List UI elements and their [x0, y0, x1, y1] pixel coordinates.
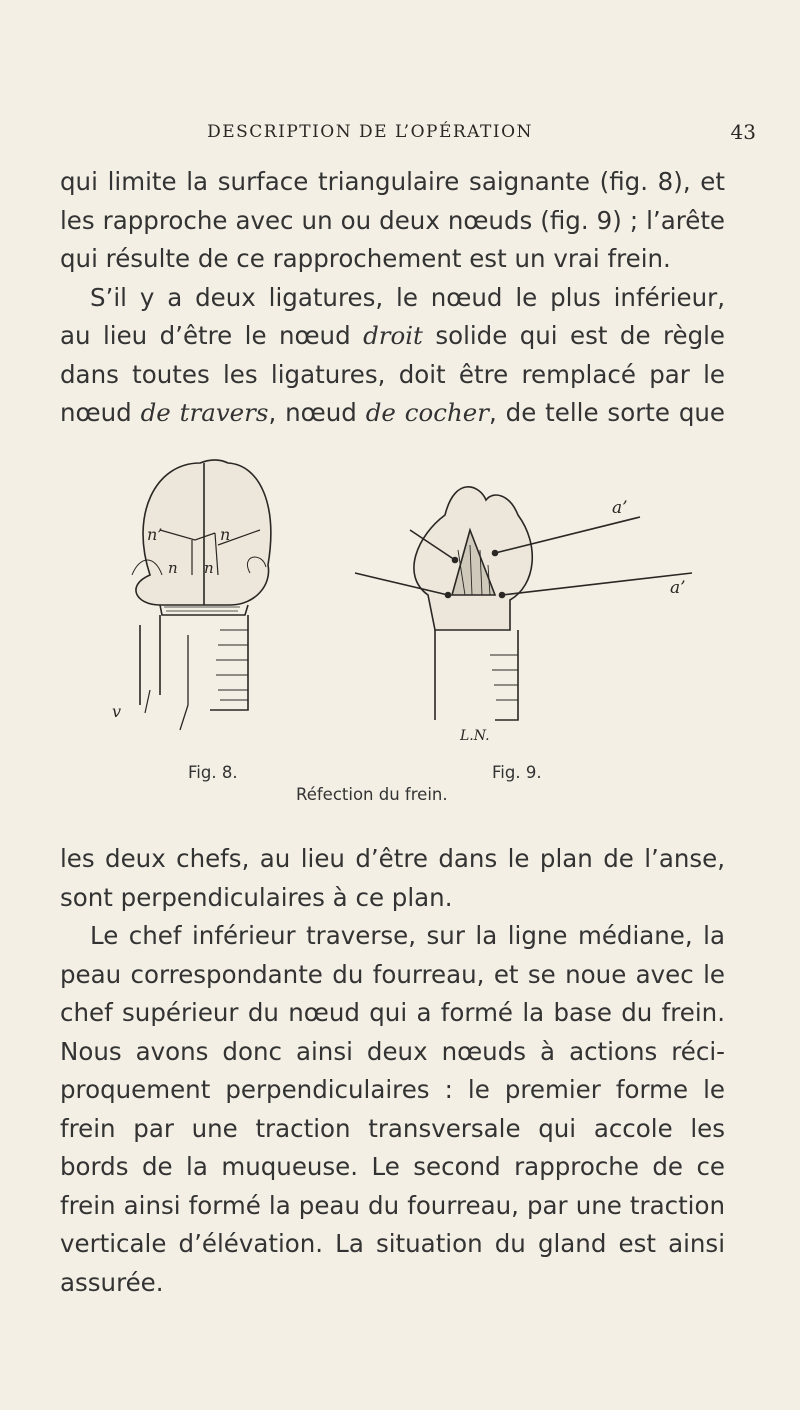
text-run: , nœud: [268, 398, 366, 427]
figure-area: [100, 455, 700, 805]
paragraph-2-line-2: [60, 317, 725, 356]
running-head: [60, 118, 760, 148]
fig-8-caption: Fig. 8.: [188, 763, 238, 782]
paragraph-4-line-6: frein par une traction transversale qui accole les: [60, 1113, 725, 1143]
fig-8-label-n-lower-left: n: [168, 559, 178, 577]
italic-term-de-travers: de travers: [140, 398, 269, 427]
figure-caption: Réfection du frein.: [296, 785, 448, 804]
fig-9-drawing: [355, 487, 692, 744]
fig-8-label-n: n: [220, 525, 231, 544]
paragraph-1-line-3: qui résulte de ce rapprochement est un vrai frein.: [60, 244, 671, 273]
paragraph-1-line-2: les rapproche avec un ou deux nœuds (fig. 9) ; l’arête: [60, 205, 725, 235]
figures-illustration: [100, 455, 700, 765]
paragraph-4-line-9: verticale d’élévation. La situation du gland est ainsi: [60, 1229, 725, 1258]
paragraph-4-line-4: Nous avons donc ainsi deux nœuds à actions réci-: [60, 1036, 725, 1066]
fig-8-drawing: [112, 460, 271, 730]
fig-8-label-v: v: [112, 702, 122, 721]
text-run: , de telle sorte que: [488, 398, 725, 427]
paragraph-2-line-4: [60, 394, 725, 433]
fig-8-label-n-prime: n’: [147, 525, 163, 544]
fig-9-label-a-prime-top: a’: [612, 498, 628, 518]
paragraph-4-line-8: frein ainsi formé la peau du fourreau, par une traction: [60, 1190, 725, 1220]
text-run: au lieu d’être le nœud: [60, 321, 364, 350]
paragraph-4-line-3: chef supérieur du nœud qui a formé la base du frein.: [60, 998, 725, 1027]
text-run: solide qui est de règle: [422, 321, 725, 350]
paragraph-2-line-3: dans toutes les ligatures, doit être remplacé par le: [60, 359, 725, 389]
paragraph-3-line-2: sont perpendiculaires à ce plan.: [60, 882, 453, 912]
paragraph-4-line-7: bords de la muqueuse. Le second rapproche de ce: [60, 1152, 725, 1181]
fig-9-label-a-prime-bottom: a’: [670, 578, 686, 598]
text-block-top: [60, 163, 725, 433]
fig-8-label-n-lower-right: n: [204, 559, 214, 577]
paragraph-4-line-2: peau correspondante du fourreau, et se noue avec le: [60, 959, 725, 989]
italic-term-droit: droit: [363, 321, 423, 350]
text-block-bottom: [60, 840, 725, 1302]
fig-9-signature: L.N.: [460, 728, 490, 744]
italic-term-de-cocher: de cocher: [365, 398, 489, 427]
paragraph-3-line-1: les deux chefs, au lieu d’être dans le plan de l’anse,: [60, 844, 725, 873]
paragraph-4-line-10: assurée.: [60, 1267, 164, 1297]
text-run: nœud: [60, 398, 141, 427]
paragraph-4-line-5: proquement perpendiculaires : le premier forme le: [60, 1075, 725, 1104]
page-number: 43: [730, 120, 756, 144]
running-title: DESCRIPTION DE L’OPÉRATION: [207, 122, 533, 142]
paragraph-4-line-1: Le chef inférieur traverse, sur la ligne médiane, la: [90, 921, 725, 950]
fig-9-caption: Fig. 9.: [492, 763, 542, 782]
paragraph-1-line-1: qui limite la surface triangulaire saignante (fig. 8), et: [60, 167, 725, 196]
paragraph-2-line-1: S’il y a deux ligatures, le nœud le plus inférieur,: [90, 282, 725, 312]
